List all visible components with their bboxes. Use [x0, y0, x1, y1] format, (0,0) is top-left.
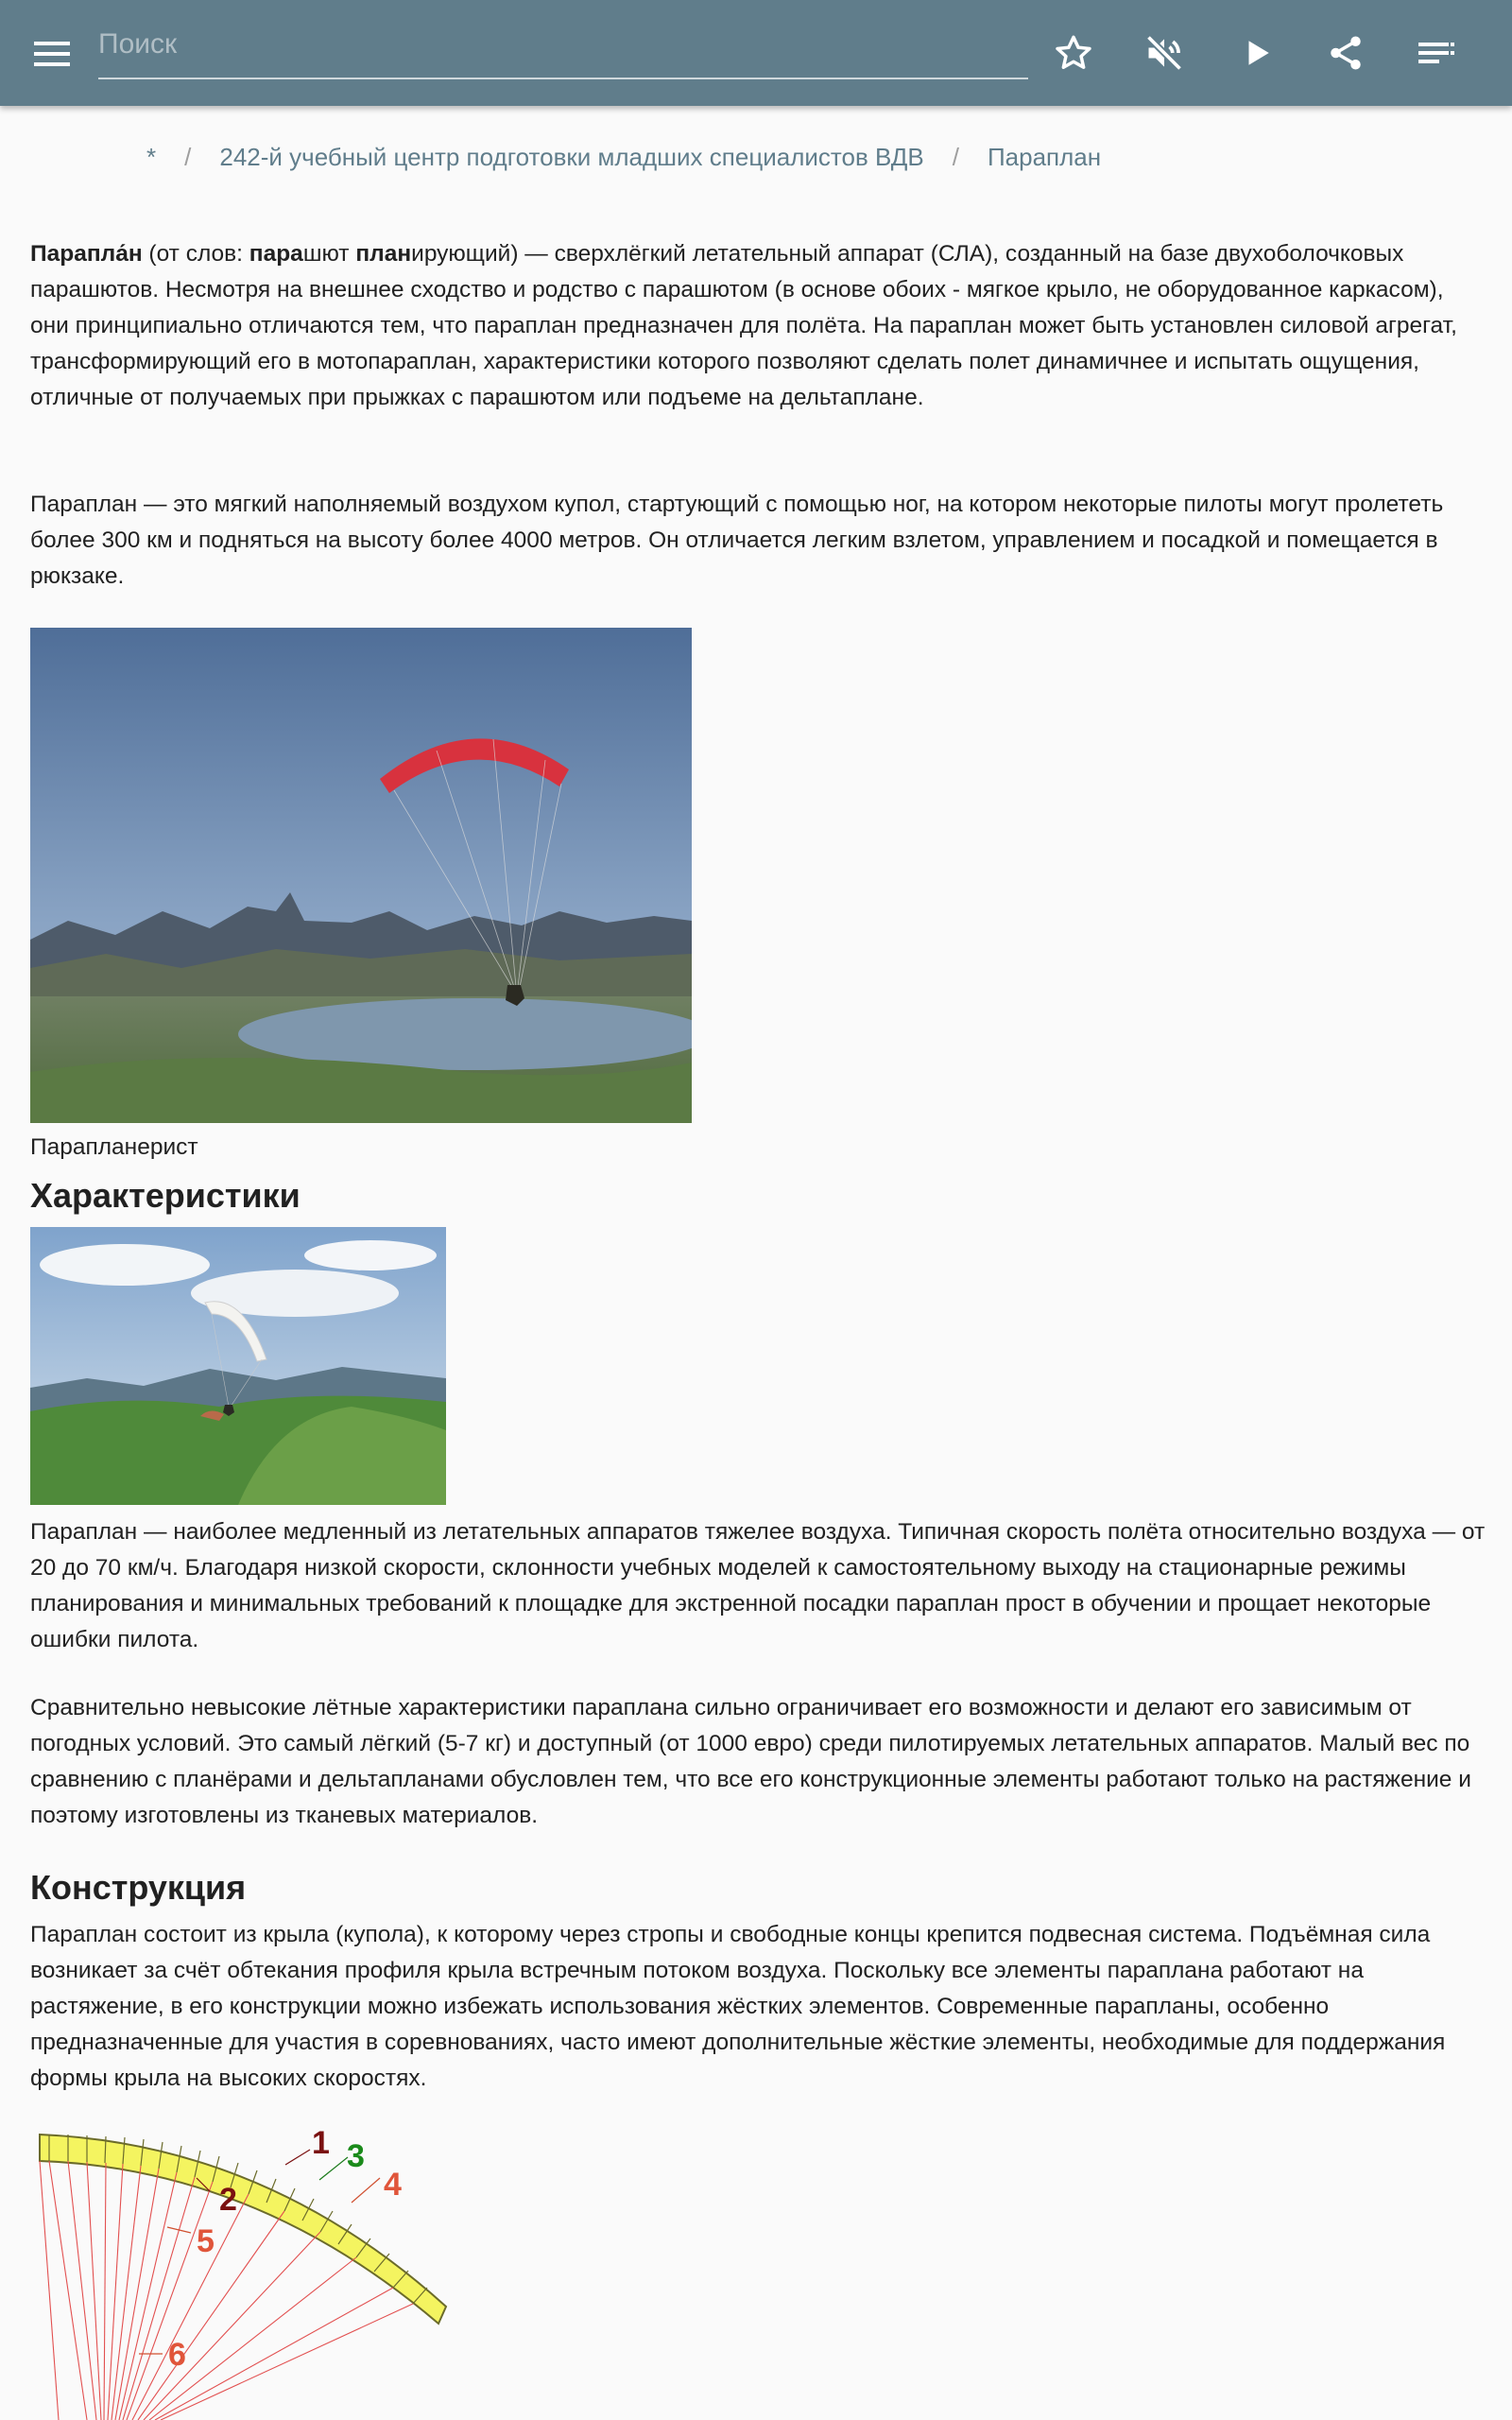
section-heading-characteristics: Характеристики	[30, 1176, 301, 1215]
label-1: 1	[312, 2127, 330, 2161]
label-3: 3	[347, 2138, 365, 2174]
label-4: 4	[384, 2167, 402, 2203]
search-field	[98, 13, 1028, 79]
image-caption: Парапланерист	[30, 1134, 198, 1160]
star-icon[interactable]	[1047, 26, 1100, 79]
top-app-bar	[0, 0, 1512, 106]
paragraph-5: Параплан состоит из крыла (купола), к которому через стропы и свободные концы крепится подвесная система. Подъёмная сила возникает за счёт обтекания профиля крыла встречным потоком воздуха. Поскольку все элементы параплана работают на растяжение, в его конструкции можно избежать использования жёстких элементов. Современные парапланы, особенно предназначенные для участия в соревнованиях, часто имеют дополнительные жёсткие элементы, необходимые для поддержания формы крыла на высоких скоростях.	[30, 1922, 1446, 2091]
intro-paragraph	[30, 236, 1486, 416]
paragraph-4: Сравнительно невысокие лётные характеристики параплана сильно ограничивает его возможности и делают его зависимым от погодных условий. Это самый лёгкий (5-7 кг) и доступный (от 1000 евро) среди пилотируемых летательных аппаратов. Малый вес по сравнению с планёрами и дельтапланами обусловлен тем, что все его конструкционные элементы работают только на растяжение и поэтому изготовлены из тканевых материалов.	[30, 1695, 1471, 1828]
wing-canopy	[40, 2135, 446, 2324]
paraglider-structure-diagram[interactable]	[30, 2127, 484, 2420]
intro-text: ирующий) — сверхлёгкий летательный аппарат (СЛА), созданный на базе двухоболочковых парашютов. Несмотря на внешнее сходство и родство с парашютом (в основе обоих - мягкое крыло, не оборудованное каркасом), они принципиально отличаются тем, что параплан предназначен для полёта. На параплан может быть установлен силовой агрегат, трансформирующий его в мотопараплан, характеристики которого позволяют сделать полет динамичнее и испытать ощущения, отличные от получаемых при прыжках с парашютом или подъеме на дельтаплане.	[30, 241, 1457, 410]
list-icon[interactable]	[1410, 26, 1463, 79]
term-part-bold: план	[355, 241, 412, 267]
label-2: 2	[219, 2182, 237, 2218]
volume-off-icon[interactable]	[1138, 26, 1191, 79]
breadcrumb-current[interactable]: Параплан	[987, 142, 1102, 171]
breadcrumb-parent[interactable]: 242-й учебный центр подготовки младших специалистов ВДВ	[219, 142, 924, 171]
play-icon[interactable]	[1230, 26, 1283, 79]
breadcrumb-separator: /	[184, 142, 192, 171]
share-icon[interactable]	[1319, 26, 1372, 79]
menu-icon[interactable]	[28, 30, 76, 78]
breadcrumb-home[interactable]: *	[146, 142, 157, 171]
intro-text: (от слов:	[142, 241, 249, 267]
section-heading-construction: Конструкция	[30, 1868, 247, 1907]
term-part-bold: пара	[249, 241, 303, 267]
label-5: 5	[197, 2223, 215, 2259]
breadcrumb	[146, 138, 1101, 176]
paraglider-photo[interactable]	[30, 628, 692, 1123]
breadcrumb-separator: /	[952, 142, 959, 171]
paraglider-photo-2[interactable]	[30, 1227, 446, 1505]
paragraph-3: Параплан — наиболее медленный из летательных аппаратов тяжелее воздуха. Типичная скорость полёта относительно воздуха — от 20 до 70 км/ч. Благодаря низкой скорости, склонности учебных моделей к самостоятельному выходу на стационарные режимы планирования и минимальных требований к площадке для экстренной посадки параплан прост в обучении и прощает некоторые ошибки пилота.	[30, 1519, 1486, 1652]
label-6: 6	[168, 2337, 186, 2373]
search-input[interactable]	[98, 13, 1028, 76]
paragraph-2: Параплан — это мягкий наполняемый воздухом купол, стартующий с помощью ног, на котором некоторые пилоты могут пролететь более 300 км и подняться на высоту более 4000 метров. Он отличается легким взлетом, управлением и посадкой и помещается в рюкзаке.	[30, 492, 1444, 589]
intro-text: шют	[302, 241, 356, 267]
term-bold: Парапла́н	[30, 241, 143, 267]
